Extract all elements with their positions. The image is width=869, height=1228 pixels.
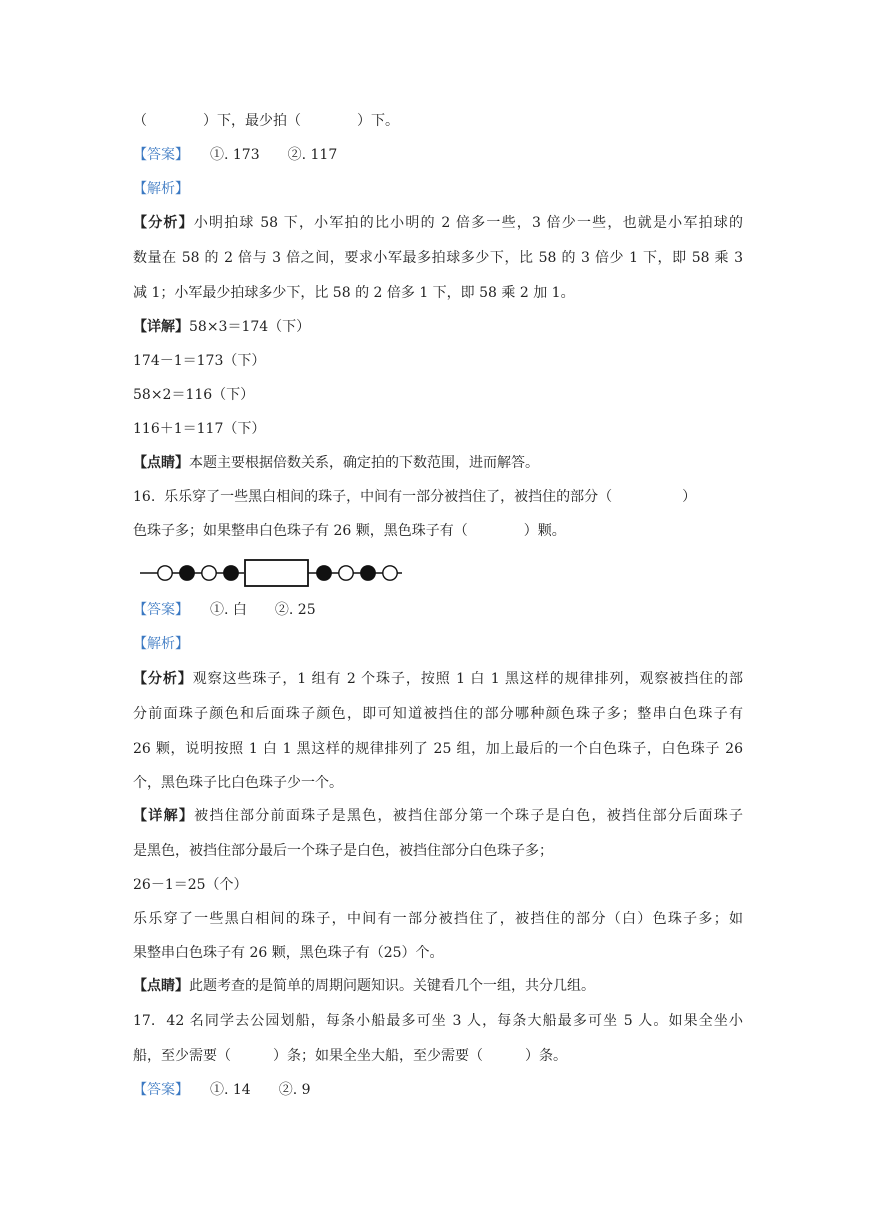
dianjing-tag: 【点睛】: [133, 978, 189, 994]
q15-dianjing-line: [133, 453, 743, 473]
analysis-tag: 【解析】: [133, 636, 189, 652]
q16-fenxi-line-4: 个，黑色珠子比白色珠子少一个。: [133, 775, 343, 791]
answer-text: ①. 173 ②. 117: [182, 147, 338, 163]
q16-calc-line: 26－1＝25（个）: [133, 877, 248, 893]
fenxi-tag: 【分析】: [133, 215, 194, 231]
fenxi-text: 小明拍球 58 下，小军拍的比小明的 2 倍多一些，3 倍少一些，也就是小军拍球的: [193, 215, 743, 231]
q15-calc-line-4: 116＋1＝117（下）: [133, 421, 266, 437]
xiangjie-text: 被挡住部分前面珠子是黑色，被挡住部分第一个珠子是白色，被挡住部分后面珠子: [194, 808, 744, 824]
q16-summary-line-2: 果整串白色珠子有 26 颗，黑色珠子有（25）个。: [133, 945, 444, 961]
hidden-section-box: [245, 560, 308, 586]
q16-stem-line-2: 色珠子多；如果整串白色珠子有 26 颗，黑色珠子有（ ）颗。: [133, 523, 566, 539]
bead-right-1-black: [317, 566, 331, 580]
q17-stem-line-2: 船，至少需要（ ）条；如果全坐大船，至少需要（ ）条。: [133, 1048, 567, 1064]
q15-answer-line: [133, 145, 743, 165]
dianjing-tag: 【点睛】: [133, 455, 189, 471]
dianjing-text: 此题考查的是简单的周期问题知识。关键看几个一组，共分几组。: [189, 978, 595, 994]
bead-right-3-black: [361, 566, 375, 580]
q16-analysis-heading: [133, 634, 743, 654]
q16-fenxi-line-2: 分前面珠子颜色和后面珠子颜色，即可知道被挡住的部分哪种颜色珠子多；整串白色珠子有: [133, 706, 743, 722]
answer-tag: 【答案】: [133, 147, 182, 163]
xiangjie-tag: 【详解】: [133, 319, 189, 335]
answer-text: ①. 白 ②. 25: [182, 602, 316, 618]
answer-text: ①. 14 ②. 9: [182, 1082, 311, 1098]
q17-stem-line-1: 17. 42 名同学去公园划船，每条小船最多可坐 3 人，每条大船最多可坐 5 人。如果全坐小: [133, 1013, 743, 1029]
bead-right-2-white: [339, 566, 353, 580]
answer-tag: 【答案】: [133, 602, 182, 618]
q16-xiangjie-line-1: [133, 806, 743, 826]
fenxi-text: 观察这些珠子，1 组有 2 个珠子，按照 1 白 1 黑这样的规律排列，观察被挡住的部: [192, 671, 744, 687]
q16-answer-line: [133, 600, 743, 620]
q15-calc-line-2: 174－1＝173（下）: [133, 353, 266, 369]
q15-calc-line-3: 58×2＝116（下）: [133, 387, 255, 403]
q16-fenxi-line-1: [133, 669, 743, 689]
q16-stem-line-1: 16. 乐乐穿了一些黑白相间的珠子，中间有一部分被挡住了，被挡住的部分（ ）: [133, 489, 697, 505]
q15-fenxi-line-3: 减 1；小军最少拍球多少下，比 58 的 2 倍多 1 下，即 58 乘 2 加 1。: [133, 285, 575, 301]
dianjing-text: 本题主要根据倍数关系，确定拍的下数范围，进而解答。: [189, 455, 539, 471]
q15-xiangjie-line-1: [133, 317, 743, 337]
bead-left-1-white: [158, 566, 172, 580]
q17-answer-line: [133, 1080, 743, 1100]
q16-xiangjie-line-2: 是黑色，被挡住部分最后一个珠子是白色，被挡住部分白色珠子多；: [133, 843, 553, 859]
q15-stem-continuation: （ ）下，最少拍（ ）下。: [133, 113, 399, 129]
bead-right-4-white: [383, 566, 397, 580]
q15-fenxi-line-1: [133, 213, 743, 233]
q16-summary-line-1: 乐乐穿了一些黑白相间的珠子，中间有一部分被挡住了，被挡住的部分（白）色珠子多；如: [133, 911, 743, 927]
q16-fenxi-line-3: 26 颗，说明按照 1 白 1 黑这样的规律排列了 25 组，加上最后的一个白色珠子，白色珠子 26: [133, 741, 743, 757]
bead-left-3-white: [202, 566, 216, 580]
bead-left-4-black: [224, 566, 238, 580]
xiangjie-tag: 【详解】: [133, 808, 195, 824]
bead-left-2-black: [180, 566, 194, 580]
fenxi-tag: 【分析】: [133, 671, 193, 687]
analysis-tag: 【解析】: [133, 181, 189, 197]
xiangjie-text: 58×3＝174（下）: [189, 319, 311, 335]
answer-tag: 【答案】: [133, 1082, 182, 1098]
q15-fenxi-line-2: 数量在 58 的 2 倍与 3 倍之间，要求小军最多拍球多少下，比 58 的 3 倍少 1 下，即 58 乘 3: [133, 250, 743, 266]
q15-analysis-heading: [133, 179, 743, 199]
bead-string-figure: [140, 558, 410, 588]
q16-dianjing-line: [133, 976, 743, 996]
